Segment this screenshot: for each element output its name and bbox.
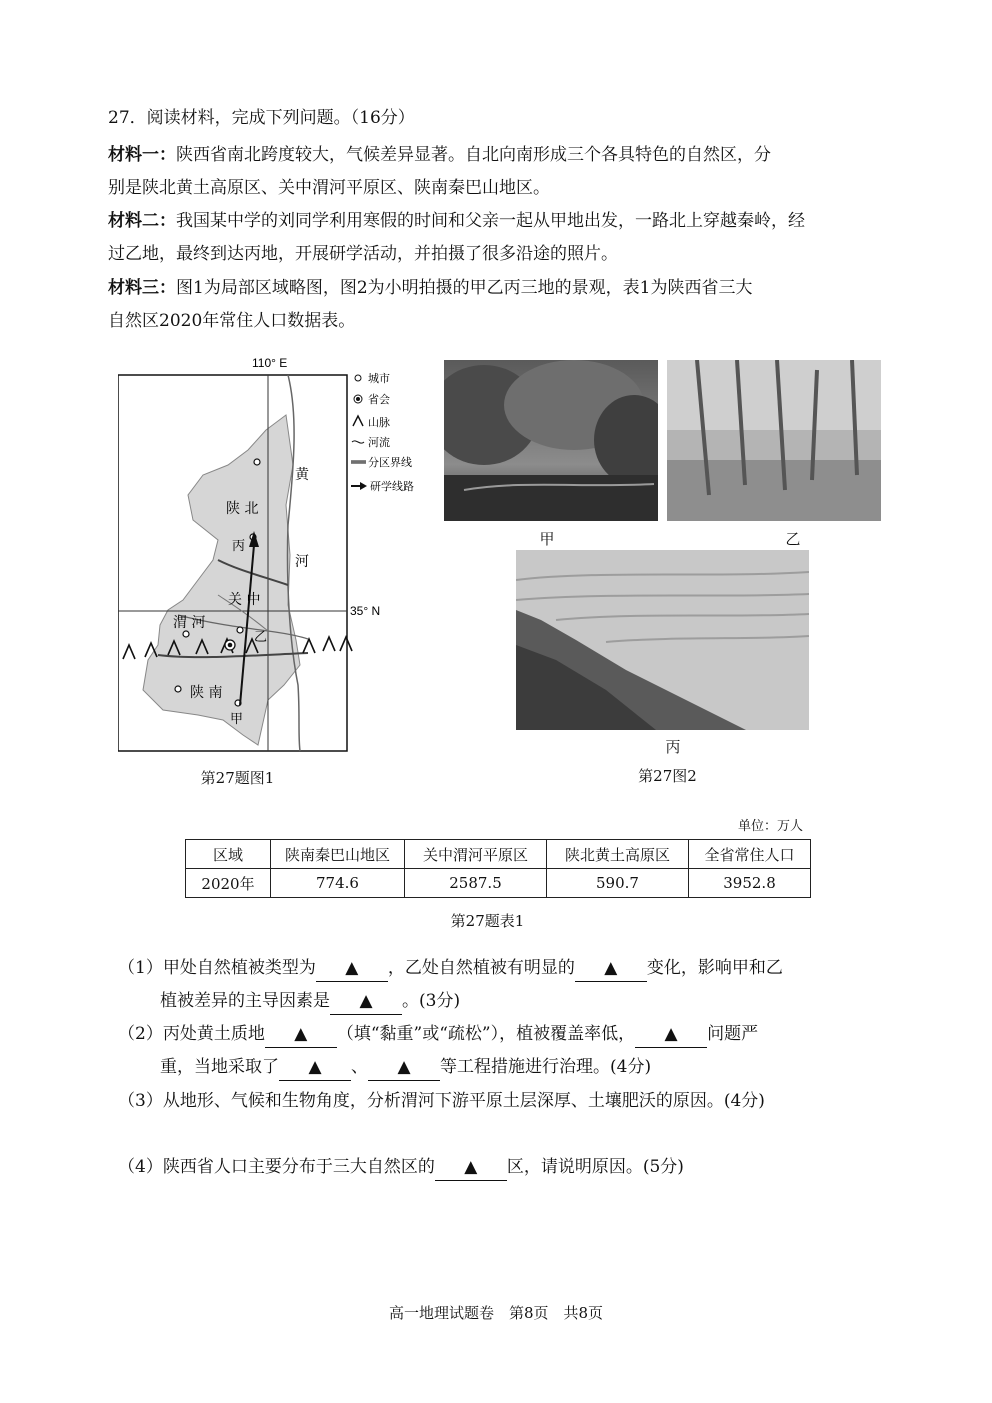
material-2-text-1: 我国某中学的刘同学利用寒假的时间和父亲一起从甲地出发，一路北上穿越秦岭，经 bbox=[176, 211, 805, 231]
svg-text:分区界线: 分区界线 bbox=[368, 456, 412, 469]
legend-mountain-icon bbox=[353, 416, 363, 426]
place-label-jia: 甲 bbox=[230, 712, 244, 727]
photo-jia bbox=[444, 360, 658, 521]
region-label-shaannan: 陕 南 bbox=[190, 685, 223, 701]
answer-blank: ▲ bbox=[635, 1021, 707, 1048]
svg-text:研学线路: 研学线路 bbox=[370, 480, 414, 493]
material-2-line-1 bbox=[108, 209, 805, 233]
material-3-label: 材料三： bbox=[108, 278, 176, 298]
table-cell: 2587.5 bbox=[405, 869, 547, 898]
table-header-row bbox=[186, 840, 811, 869]
region-label-shaanbei: 陕 北 bbox=[226, 501, 259, 517]
material-1-text-1: 陕西省南北跨度较大，气候差异显著。自北向南形成三个各具特色的自然区，分 bbox=[176, 145, 771, 165]
table-cell: 2020年 bbox=[186, 869, 271, 898]
table-caption: 第27题表1 bbox=[450, 912, 525, 930]
question-1-line-1: （1）甲处自然植被类型为 ▲ ，乙处自然植被有明显的 ▲ 变化，影响甲和乙 bbox=[118, 955, 783, 982]
question-2-line-1: （2）丙处黄土质地 ▲ （填“黏重”或“疏松”），植被覆盖率低， ▲ 问题严 bbox=[118, 1021, 758, 1048]
legend-city-icon bbox=[355, 375, 361, 381]
river-label-weihe: 渭 河 bbox=[173, 615, 206, 631]
river-label-huang: 黄 bbox=[295, 467, 309, 483]
table-header-cell: 陕北黄土高原区 bbox=[547, 840, 689, 869]
material-1-line-2: 别是陕北黄土高原区、关中渭河平原区、陕南秦巴山地区。 bbox=[108, 178, 550, 198]
table-row bbox=[186, 869, 811, 898]
page-footer: 高一地理试题卷 第8页 共8页 bbox=[388, 1304, 604, 1322]
place-label-bing: 丙 bbox=[232, 539, 246, 554]
question-header: 27．阅读材料，完成下列问题。（16分） bbox=[108, 108, 415, 128]
material-3-line-2: 自然区2020年常住人口数据表。 bbox=[108, 311, 356, 331]
svg-text:山脉: 山脉 bbox=[368, 416, 390, 429]
latitude-label: 35° N bbox=[350, 604, 381, 618]
figure-2-caption: 第27图2 bbox=[638, 767, 697, 785]
material-3-text-1: 图1为局部区域略图，图2为小明拍摄的甲乙丙三地的景观，表1为陕西省三大 bbox=[176, 278, 753, 298]
table-header-cell: 全省常住人口 bbox=[689, 840, 811, 869]
table-header-cell: 区域 bbox=[186, 840, 271, 869]
region-map bbox=[118, 355, 428, 755]
question-3: （3）从地形、气候和生物角度，分析渭河下游平原土层深厚、土壤肥沃的原因。(4分) bbox=[118, 1091, 765, 1111]
answer-blank: ▲ bbox=[575, 955, 647, 982]
material-2-line-2: 过乙地，最终到达丙地，开展研学活动，并拍摄了很多沿途的照片。 bbox=[108, 244, 618, 264]
city-icon bbox=[175, 686, 181, 692]
map-legend bbox=[351, 372, 414, 493]
answer-blank: ▲ bbox=[435, 1154, 507, 1181]
question-2-line-2: 重，当地采取了 ▲ 、 ▲ 等工程措施进行治理。(4分) bbox=[160, 1054, 651, 1081]
photo-label-bing: 丙 bbox=[665, 738, 681, 756]
figure-1-caption: 第27题图1 bbox=[200, 769, 275, 787]
longitude-label: 110° E bbox=[252, 356, 288, 370]
table-header-cell: 陕南秦巴山地区 bbox=[271, 840, 405, 869]
photo-yi bbox=[667, 360, 881, 521]
answer-blank: ▲ bbox=[265, 1021, 337, 1048]
photo-label-yi: 乙 bbox=[785, 530, 801, 548]
answer-blank: ▲ bbox=[368, 1054, 440, 1081]
place-label-yi: 乙 bbox=[254, 630, 268, 645]
city-icon bbox=[237, 627, 243, 633]
photo-label-jia: 甲 bbox=[539, 530, 555, 548]
population-table bbox=[185, 839, 811, 898]
material-2-label: 材料二： bbox=[108, 211, 176, 231]
answer-blank: ▲ bbox=[316, 955, 388, 982]
river-label-he: 河 bbox=[295, 554, 309, 570]
question-1-line-2: 植被差异的主导因素是 ▲ 。(3分) bbox=[160, 988, 460, 1015]
svg-text:省会: 省会 bbox=[368, 393, 390, 406]
region-label-guanzhong: 关 中 bbox=[228, 592, 261, 608]
table-cell: 774.6 bbox=[271, 869, 405, 898]
material-1-label: 材料一： bbox=[108, 145, 176, 165]
table-cell: 3952.8 bbox=[689, 869, 811, 898]
material-1-line-1 bbox=[108, 143, 771, 167]
table-header-cell: 关中渭河平原区 bbox=[405, 840, 547, 869]
svg-text:河流: 河流 bbox=[368, 436, 390, 449]
question-4: （4）陕西省人口主要分布于三大自然区的 ▲ 区，请说明原因。(5分) bbox=[118, 1154, 684, 1181]
city-icon bbox=[254, 459, 260, 465]
svg-text:城市: 城市 bbox=[368, 372, 390, 385]
material-3-line-1 bbox=[108, 276, 752, 300]
table-unit: 单位：万人 bbox=[738, 819, 804, 834]
city-icon bbox=[183, 631, 189, 637]
answer-blank: ▲ bbox=[279, 1054, 351, 1081]
photo-bing bbox=[516, 550, 809, 730]
answer-blank: ▲ bbox=[330, 988, 402, 1015]
table-cell: 590.7 bbox=[547, 869, 689, 898]
legend-river-icon bbox=[352, 441, 364, 443]
